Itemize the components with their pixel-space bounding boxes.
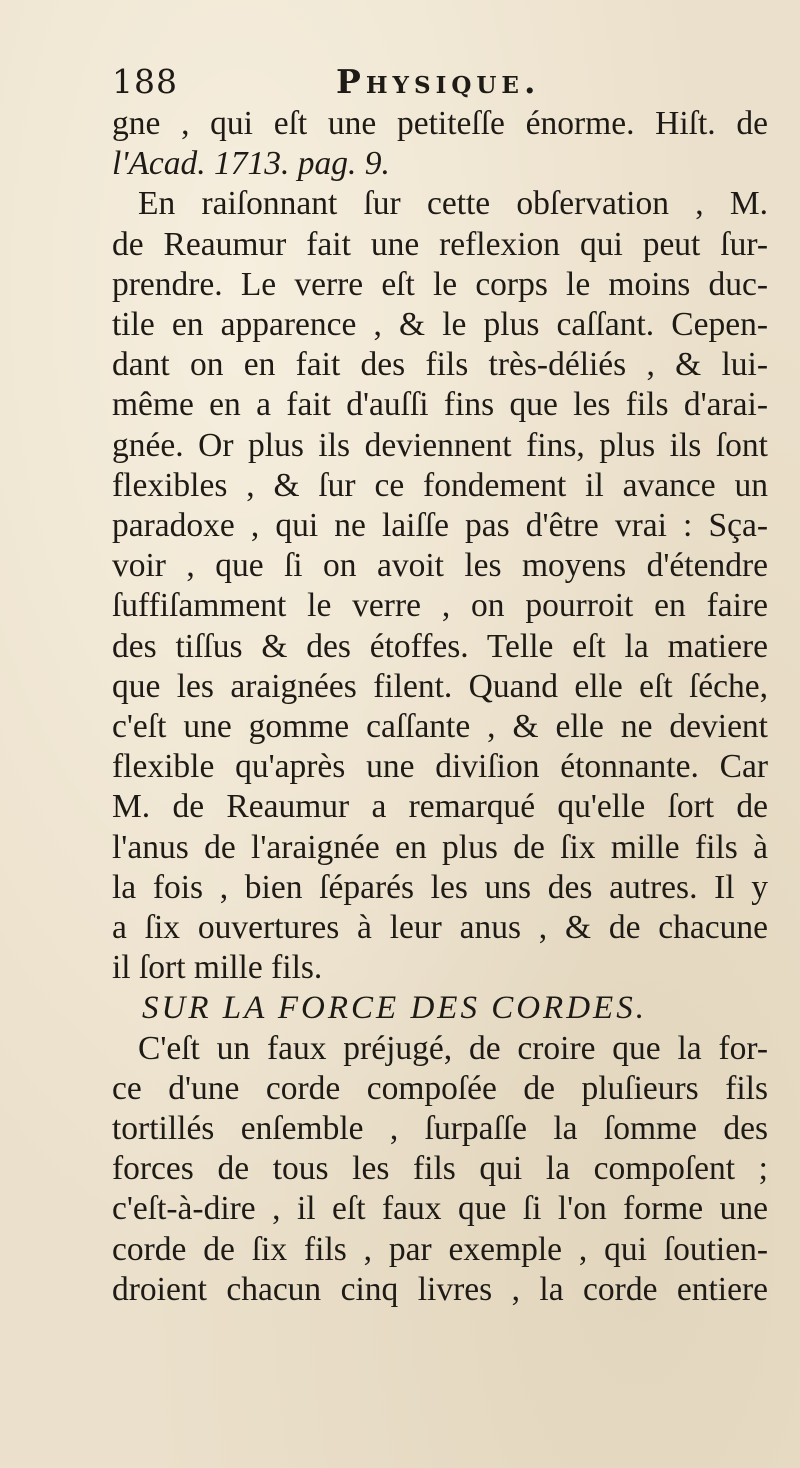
text-line: de Reaumur fait une reflexion qui peut ſur- xyxy=(112,225,768,263)
text-line: M. de Reaumur a remarqué qu'elle ſort de xyxy=(112,788,768,826)
text-line: gne , qui eſt une petiteſſe énorme. Hiſt. de xyxy=(112,105,768,142)
page-number: 188 xyxy=(112,62,178,101)
text-line: prendre. Le verre eſt le corps le moins duc- xyxy=(112,265,768,303)
text-line: dant on en fait des fils très-déliés , & lui- xyxy=(112,346,768,384)
text-line: tile en apparence , & le plus caſſant. Cepen- xyxy=(112,306,768,344)
text-line: flexible qu'après une diviſion étonnante. Car xyxy=(112,748,768,786)
section-heading: SUR LA FORCE DES CORDES. xyxy=(142,990,647,1027)
text-line: C'eſt un faux préjugé, de croire que la for- xyxy=(138,1029,768,1067)
page-header xyxy=(112,62,752,106)
text-line: droient chacun cinq livres , la corde entiere xyxy=(112,1270,768,1308)
body-text xyxy=(112,104,768,1310)
text-line: l'anus de l'araignée en plus de ſix mille fils à xyxy=(112,828,768,866)
text-line: corde de ſix fils , par exemple , qui ſoutien- xyxy=(112,1230,768,1268)
text-line: même en a fait d'auſſi fins que les fils d'arai- xyxy=(112,386,768,424)
text-line: flexibles , & ſur ce fondement il avance un xyxy=(112,466,768,504)
text-line: forces de tous les fils qui la compoſent ; xyxy=(112,1150,768,1188)
text-line: tortillés enſemble , ſurpaſſe la ſomme des xyxy=(112,1110,768,1148)
text-line: ce d'une corde compoſée de pluſieurs fils xyxy=(112,1069,768,1107)
text-line: la fois , bien ſéparés les uns des autres. Il y xyxy=(112,868,768,906)
text-line: voir , que ſi on avoit les moyens d'étendre xyxy=(112,547,768,585)
text-line: c'eſt-à-dire , il eſt faux que ſi l'on forme une xyxy=(112,1190,768,1228)
text-line: il ſort mille fils. xyxy=(112,949,323,987)
text-line: c'eſt une gomme caſſante , & elle ne devient xyxy=(112,708,768,746)
text-line: ſuffiſamment le verre , on pourroit en faire xyxy=(112,587,768,625)
running-title: Physique. xyxy=(336,62,541,101)
text-line: gnée. Or plus ils deviennent fins, plus ils ſont xyxy=(112,426,768,464)
text-line: paradoxe , qui ne laiſſe pas d'être vrai : Sça- xyxy=(112,507,768,545)
text-line: l'Acad. 1713. pag. 9. xyxy=(112,145,390,183)
text-line: des tiſſus & des étoffes. Telle eſt la matiere xyxy=(112,627,768,665)
text-line: En raiſonnant ſur cette obſervation , M. xyxy=(138,185,768,223)
text-line: que les araignées filent. Quand elle eſt ſéche, xyxy=(112,667,768,705)
text-line: a ſix ouvertures à leur anus , & de chacune xyxy=(112,909,768,947)
